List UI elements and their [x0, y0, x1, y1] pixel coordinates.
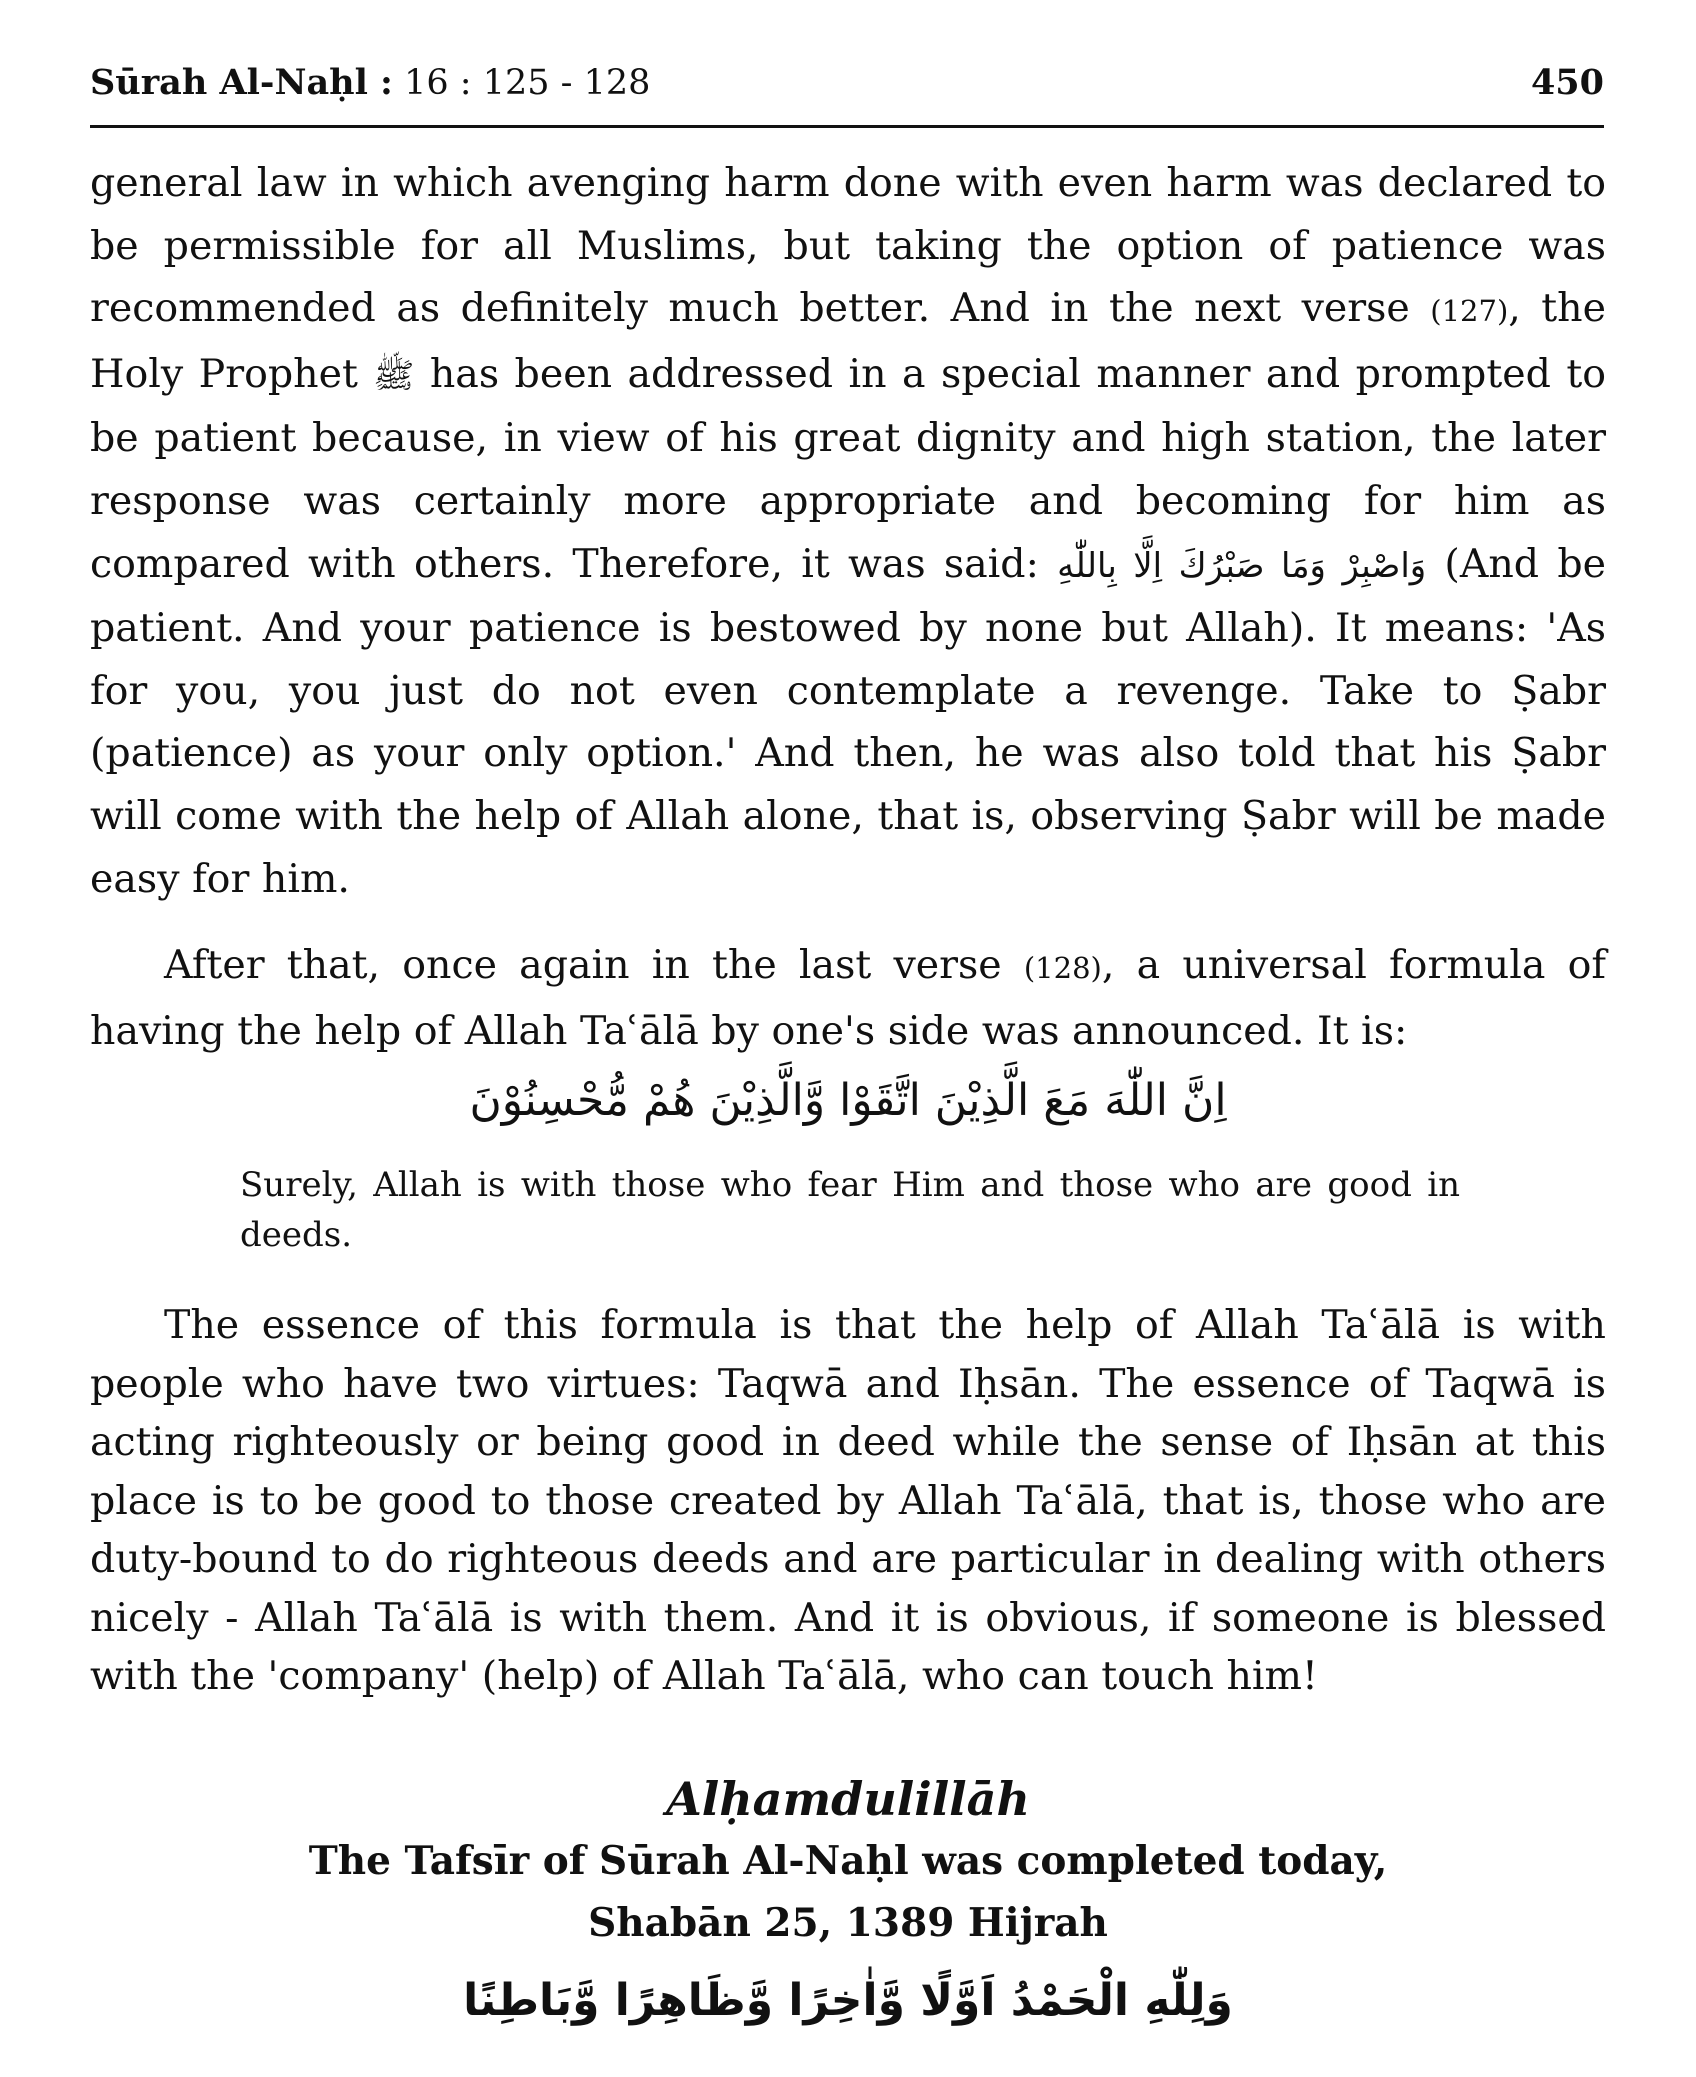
running-header: [90, 62, 1604, 103]
paragraph-1-part-1: general law in which avenging harm done with even harm was declared to be permissible for all Muslims, but taking the option of patience was recommended as definitely much better. And in the next verse: [90, 160, 1606, 332]
verse-reference-128: (128): [1023, 951, 1102, 986]
paragraph-1-part-2: , the Holy Prophet: [90, 285, 1606, 397]
verse-translation: Surely, Allah is with those who fear Him and those who are good in deeds.: [240, 1165, 1460, 1255]
paragraph-1-part-3: has been addressed in a special manner and prompted to be patient because, in view of his great dignity and high station, the later response was certainly more appropriate and becoming for him as compared with others. Therefore, it was said:: [90, 350, 1606, 587]
completion-date: Shabān 25, 1389 Hijrah: [588, 1900, 1108, 1946]
page-number: 450: [1530, 62, 1604, 103]
completion-note: The Tafsīr of Sūrah Al-Naḥl was completed today,: [308, 1838, 1388, 1884]
arabic-quote: وَاصْبِرْ وَمَا صَبْرُكَ اِلَّا بِاللّٰهِ: [1057, 545, 1427, 586]
paragraph-2-part-1: After that, once again in the last verse: [164, 942, 1024, 989]
header-title: [90, 62, 650, 103]
surah-name: Sūrah Al-Naḥl :: [90, 62, 393, 103]
verse-reference-127: (127): [1430, 294, 1509, 329]
paragraph-1: [90, 152, 1606, 910]
body-text: [90, 152, 1606, 1062]
verse-arabic: اِنَّ اللّٰهَ مَعَ الَّذِيْنَ اتَّقَوْا وَّالَّذِيْنَ هُمْ مُّحْسِنُوْنَ: [469, 1075, 1227, 1126]
paragraph-3: The essence of this formula is that the help of Allah Taʿālā is with people who have two virtues: Taqwā and Iḥsān. The essence of Taqwā is acting righteously or being good in deed while the sense of Iḥsān at this place is to be good to those created by Allah Taʿālā, that is, those who are duty-bound to do righteous deeds and are particular in dealing with others nicely - Allah Taʿālā is with them. And it is obvious, if someone is blessed with the 'company' (help) of Allah Taʿālā, who can touch him!: [90, 1302, 1606, 1699]
closing-title: Alḥamdulillāh: [666, 1772, 1030, 1826]
paragraph-2-part-2: , a universal formula of having the help of Allah Taʿālā by one's side was announced. It is:: [90, 942, 1606, 1054]
paragraph-2: [90, 934, 1606, 1062]
verse-range: 16 : 125 - 128: [404, 63, 651, 103]
paragraph-1-part-4: (And be patient. And your patience is bestowed by none but Allah). It means: 'As for you, you just do not even contemplate a revenge. Take to Ṣabr (patience) as your only option.' And then, he was also told that his Ṣabr will come with the help of Allah alone, that is, observing Ṣabr will be made easy for him.: [90, 540, 1606, 902]
header-rule: [90, 125, 1604, 128]
closing-dua-arabic: وَلِلّٰهِ الْحَمْدُ اَوَّلًا وَّاٰخِرًا وَّظَاهِرًا وَّبَاطِنًا: [463, 1975, 1233, 2026]
salutation-icon: ﷺ: [373, 355, 415, 396]
